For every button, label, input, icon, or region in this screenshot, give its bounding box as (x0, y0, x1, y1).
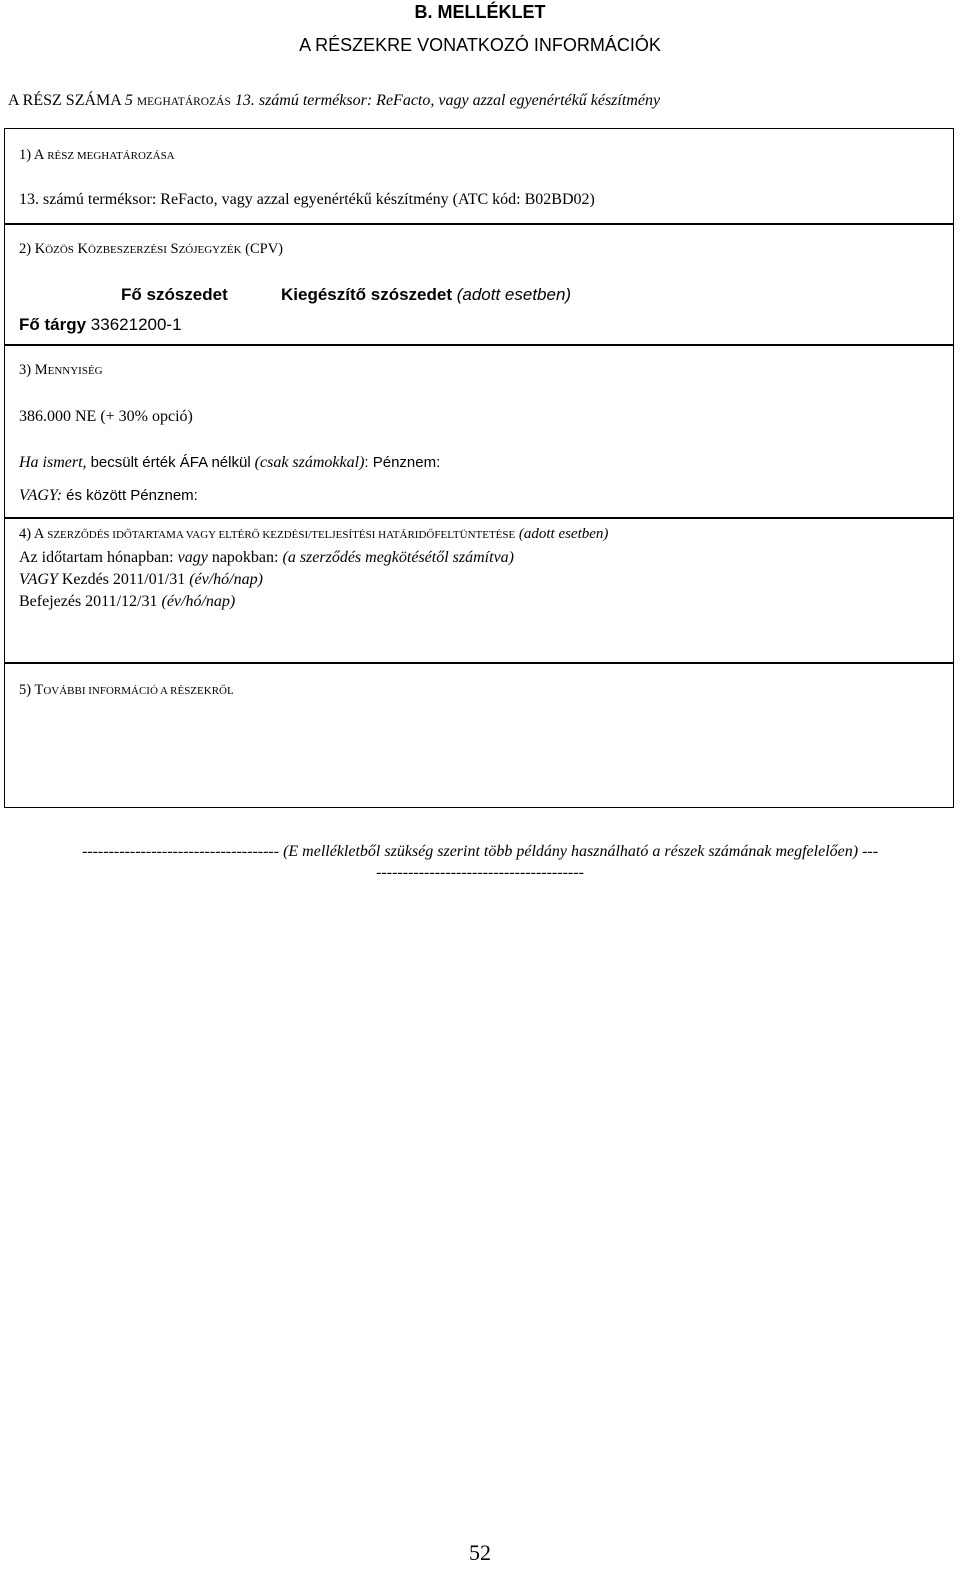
section-2 (4, 224, 954, 346)
part-resz: RÉSZ SZÁMA (22, 92, 121, 109)
footer-note-line (0, 843, 960, 861)
section-4-num: 4) A (19, 526, 44, 542)
part-prefix: A (8, 92, 19, 109)
footer-dash-right: --- (862, 843, 879, 860)
or-line (19, 487, 198, 505)
section-5-title: OVÁBBI INFORMÁCIÓ A RÉSZEKRŐL (43, 685, 234, 697)
section-5 (4, 664, 954, 808)
section-3-title: ENNYISÉG (47, 365, 103, 377)
quantity-text: 386.000 NE (+ 30% opció) (19, 408, 193, 425)
end-format: (év/hó/nap) (161, 593, 236, 610)
end-line (19, 593, 235, 611)
section-3 (4, 346, 954, 518)
duration-or: vagy (177, 549, 208, 566)
or-text: és között Pénznem: (66, 487, 198, 504)
section-1-text: 13. számú terméksor: ReFacto, vagy azzal egyenértékű készítmény (ATC kód: B02BD02) (19, 191, 595, 208)
section-4-note: (adott esetben) (518, 526, 609, 542)
start-line (19, 571, 263, 589)
est-prefix: Ha ismert, (19, 454, 87, 471)
cpv-row-label: Fő tárgy (19, 315, 87, 334)
start-format: (év/hó/nap) (189, 571, 263, 588)
annex-title: B. MELLÉKLET (414, 2, 546, 22)
estimated-value-line (19, 454, 440, 472)
est-suffix: : Pénznem: (364, 454, 441, 471)
footer-dash-left: ------------------------------------- (81, 843, 280, 860)
section-1 (4, 128, 954, 224)
duration-days: napokban: (211, 549, 279, 566)
or-label: VAGY: (19, 487, 63, 504)
cpv-supp-note: (adott esetben) (456, 285, 572, 304)
section-5-num: 5) T (19, 682, 44, 698)
section-1-num: 1) A (19, 147, 44, 163)
section-4-heading (19, 526, 608, 543)
est-mid: becsült érték ÁFA nélkül (90, 454, 251, 471)
part-description: 13. számú terméksor: ReFacto, vagy azzal egyenértékű készítmény (234, 92, 661, 109)
section-2-k3: S (170, 241, 179, 257)
cpv-supp-header (281, 285, 571, 305)
cpv-main-row (19, 315, 182, 335)
part-heading (8, 92, 952, 110)
start-date: Kezdés 2011/01/31 (61, 571, 186, 588)
cpv-row-value: 33621200-1 (90, 315, 182, 334)
section-2-cpv: (CPV) (245, 241, 284, 257)
start-or: VAGY (19, 571, 58, 588)
section-2-heading (19, 241, 283, 258)
end-date: Befejezés 2011/12/31 (19, 593, 158, 610)
section-2-t2: ÖZBESZERZÉSI (88, 244, 167, 256)
est-note: (csak számokkal) (254, 454, 365, 471)
duration-note: (a szerződés megkötésétől számítva) (282, 549, 514, 566)
section-2-t3: ZÓJEGYZÉK (178, 244, 242, 256)
section-2-k2: K (77, 241, 89, 257)
section-2-t1: ÖZÖS (45, 244, 74, 256)
section-5-heading (19, 682, 234, 699)
section-1-heading (19, 147, 175, 164)
annex-subtitle: A RÉSZEKRE VONATKOZÓ INFORMÁCIÓK (299, 35, 661, 55)
cpv-main-header: Fő szószedet (121, 285, 228, 304)
section-4 (4, 518, 954, 664)
section-1-title: RÉSZ MEGHATÁROZÁSA (47, 150, 175, 162)
cpv-supp-label: Kiegészítő szószedet (281, 285, 452, 304)
section-2-num: 2) K (19, 241, 46, 257)
part-number: 5 (124, 92, 133, 109)
footer-note: (E mellékletből szükség szerint több példány használható a részek számának megfelelően) (283, 843, 859, 860)
duration-line (19, 549, 514, 567)
part-meghat: MEGHATÁROZÁS (136, 96, 231, 108)
section-4-title: SZERZŐDÉS IDŐTARTAMA VAGY ELTÉRŐ KEZDÉSI/TELJESÍTÉSI HATÁRIDŐFELTÜNTETÉSE (47, 529, 516, 541)
section-3-heading (19, 362, 103, 379)
page-number: 52 (469, 1540, 491, 1565)
section-3-num: 3) M (19, 362, 48, 378)
duration-months: Az időtartam hónapban: (19, 549, 174, 566)
footer-dash-line: --------------------------------------- (376, 864, 584, 881)
